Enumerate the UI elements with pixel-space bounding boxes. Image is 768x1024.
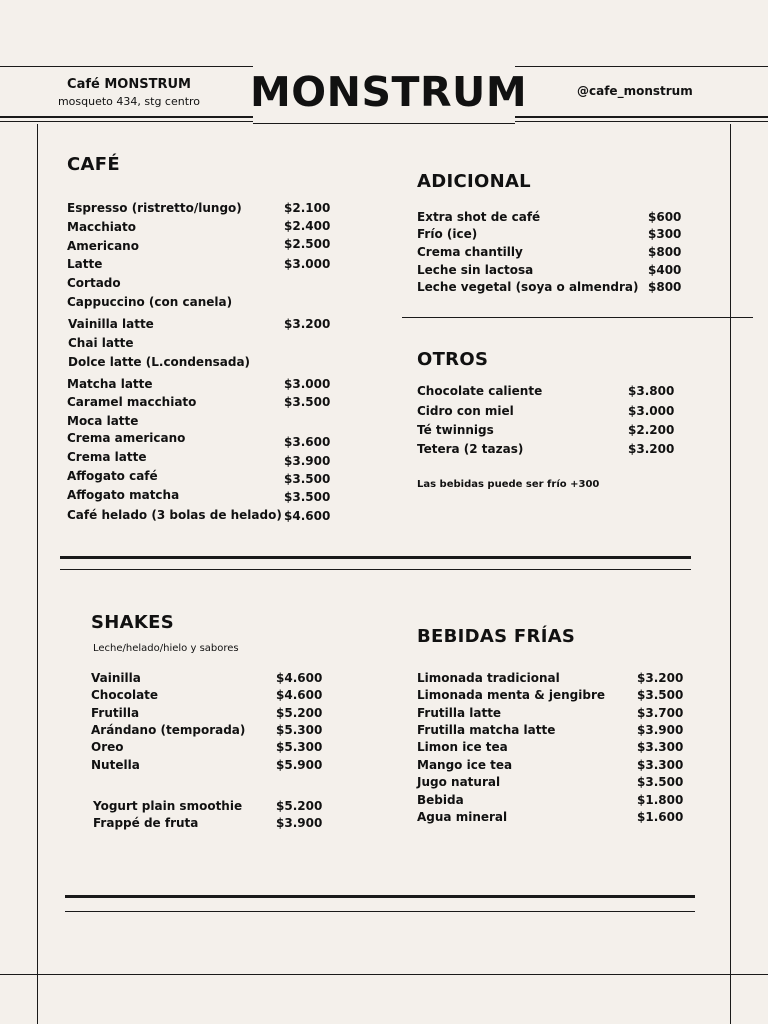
menu-item-name: Crema latte — [67, 450, 147, 464]
menu-item-price: $3.000 — [628, 404, 675, 418]
menu-item-price: $300 — [648, 227, 682, 241]
menu-item-price: $4.600 — [284, 509, 331, 523]
menu-item-name: Chai latte — [68, 336, 134, 350]
menu-item-price: $3.700 — [637, 706, 684, 720]
menu-item-price: $3.200 — [637, 671, 684, 685]
section-title-otros: OTROS — [417, 349, 489, 370]
menu-item-name: Cidro con miel — [417, 404, 514, 418]
brand-address: mosqueto 434, stg centro — [57, 95, 201, 108]
mid-rule-thick — [60, 556, 691, 559]
menu-item-price: $3.000 — [284, 377, 331, 391]
menu-item-name: Limonada menta & jengibre — [417, 688, 605, 702]
menu-item-name: Frappé de fruta — [93, 816, 199, 830]
menu-item-price: $3.500 — [284, 472, 331, 486]
menu-item-price: $3.600 — [284, 435, 331, 449]
menu-item-price: $2.200 — [628, 423, 675, 437]
menu-item-price: $3.200 — [628, 442, 675, 456]
menu-item-price: $3.300 — [637, 740, 684, 754]
menu-item-name: Nutella — [91, 758, 140, 772]
menu-item-price: $3.500 — [637, 775, 684, 789]
menu-item-price: $3.900 — [276, 816, 323, 830]
menu-item-name: Vainilla latte — [68, 317, 154, 331]
section-title-adicional: ADICIONAL — [417, 171, 531, 192]
menu-item-name: Jugo natural — [417, 775, 501, 789]
menu-item-name: Tetera (2 tazas) — [417, 442, 524, 456]
menu-item-name: Affogato café — [67, 469, 158, 483]
menu-item-name: Crema americano — [67, 431, 186, 445]
menu-item-name: Frutilla — [91, 706, 140, 720]
menu-item-name: Bebida — [417, 793, 464, 807]
menu-item-name: Frutilla matcha latte — [417, 723, 556, 737]
menu-item-name: Espresso (ristretto/lungo) — [67, 201, 242, 215]
menu-item-price: $1.600 — [637, 810, 684, 824]
menu-item-name: Leche vegetal (soya o almendra) — [417, 280, 639, 294]
menu-item-name: Matcha latte — [67, 377, 153, 391]
menu-item-price: $600 — [648, 210, 682, 224]
menu-item-name: Affogato matcha — [67, 488, 180, 502]
menu-item-price: $3.500 — [284, 490, 331, 504]
menu-item-price: $2.500 — [284, 237, 331, 251]
menu-item-price: $800 — [648, 245, 682, 259]
header-top-rule-left — [0, 66, 253, 67]
bottom-rule-thin — [65, 911, 695, 912]
menu-item-price: $1.800 — [637, 793, 684, 807]
menu-item-name: Frío (ice) — [417, 227, 478, 241]
menu-item-name: Café helado (3 bolas de helado) — [67, 508, 282, 522]
menu-item-name: Extra shot de café — [417, 210, 541, 224]
brand-name: Café MONSTRUM — [67, 77, 191, 92]
column-divider-right — [402, 317, 753, 318]
menu-item-price: $3.900 — [637, 723, 684, 737]
menu-item-price: $3.800 — [628, 384, 675, 398]
menu-item-name: Macchiato — [67, 220, 136, 234]
cold-drink-note: Las bebidas puede ser frío +300 — [417, 479, 600, 490]
menu-item-name: Caramel macchiato — [67, 395, 197, 409]
header-top-rule-right — [515, 66, 768, 67]
mid-rule-thin — [60, 569, 691, 570]
title-underline — [253, 123, 515, 124]
header-rule-left-thin — [0, 121, 253, 122]
menu-item-price: $4.600 — [276, 671, 323, 685]
menu-item-name: Crema chantilly — [417, 245, 523, 259]
menu-item-price: $2.100 — [284, 201, 331, 215]
menu-item-price: $5.200 — [276, 706, 323, 720]
menu-item-name: Arándano (temporada) — [91, 723, 246, 737]
menu-item-price: $3.000 — [284, 257, 331, 271]
social-handle: @cafe_monstrum — [577, 84, 693, 98]
menu-item-price: $400 — [648, 263, 682, 277]
menu-item-name: Moca latte — [67, 414, 139, 428]
menu-item-price: $5.300 — [276, 723, 323, 737]
bottom-rule-thick — [65, 895, 695, 898]
header-rule-right-thin — [515, 121, 768, 122]
menu-item-price: $2.400 — [284, 219, 331, 233]
menu-item-price: $5.200 — [276, 799, 323, 813]
section-title-cafe: CAFÉ — [67, 154, 120, 175]
header-rule-left-thick — [0, 116, 253, 118]
menu-item-price: $4.600 — [276, 688, 323, 702]
menu-item-price: $5.300 — [276, 740, 323, 754]
menu-item-name: Vainilla — [91, 671, 141, 685]
menu-item-price: $800 — [648, 280, 682, 294]
page-title: MONSTRUM — [250, 68, 528, 116]
frame-right-vertical — [730, 124, 731, 1024]
menu-item-name: Limonada tradicional — [417, 671, 560, 685]
shakes-subtitle: Leche/helado/hielo y sabores — [93, 643, 239, 654]
menu-item-price: $3.500 — [284, 395, 331, 409]
menu-item-price: $3.500 — [637, 688, 684, 702]
section-title-shakes: SHAKES — [91, 612, 174, 633]
menu-item-name: Leche sin lactosa — [417, 263, 534, 277]
menu-item-name: Chocolate caliente — [417, 384, 543, 398]
menu-item-name: Yogurt plain smoothie — [93, 799, 243, 813]
menu-item-name: Frutilla latte — [417, 706, 502, 720]
header-rule-right-thick — [515, 116, 768, 118]
menu-item-name: Cappuccino (con canela) — [67, 295, 233, 309]
menu-item-name: Oreo — [91, 740, 124, 754]
footer-rule — [0, 974, 768, 975]
menu-item-name: Americano — [67, 239, 139, 253]
menu-item-name: Té twinnigs — [417, 423, 494, 437]
menu-item-name: Limon ice tea — [417, 740, 508, 754]
section-title-bebidas-frias: BEBIDAS FRÍAS — [417, 626, 576, 647]
menu-item-price: $3.900 — [284, 454, 331, 468]
menu-item-name: Agua mineral — [417, 810, 508, 824]
menu-item-name: Dolce latte (L.condensada) — [68, 355, 251, 369]
menu-item-name: Latte — [67, 257, 103, 271]
menu-item-name: Cortado — [67, 276, 121, 290]
menu-item-price: $3.200 — [284, 317, 331, 331]
menu-item-price: $5.900 — [276, 758, 323, 772]
menu-item-name: Mango ice tea — [417, 758, 513, 772]
menu-item-name: Chocolate — [91, 688, 159, 702]
menu-item-price: $3.300 — [637, 758, 684, 772]
frame-left-vertical — [37, 124, 38, 1024]
